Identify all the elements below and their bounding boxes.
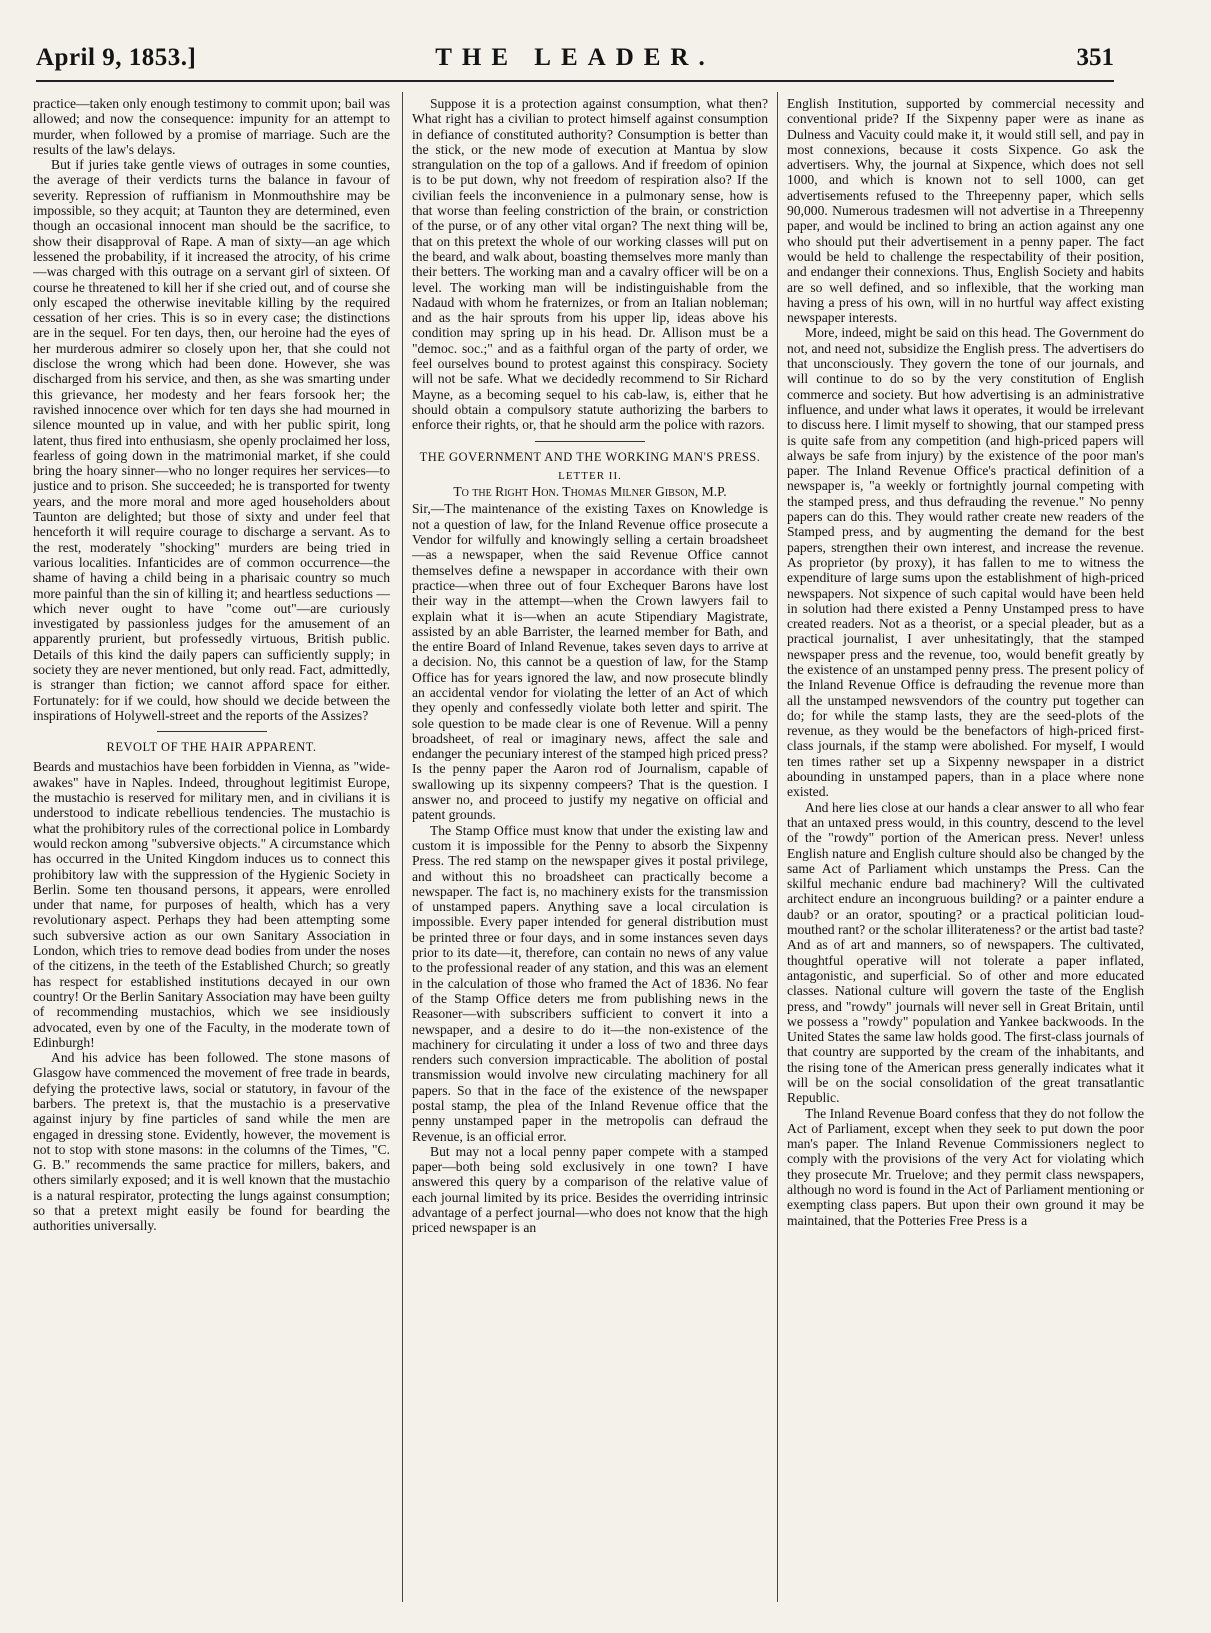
- column-2: [412, 96, 768, 1601]
- paragraph: Beards and mustachios have been forbidden in Vienna, as "wide-awakes" have in Naples. Indeed, throughout legitimist Europe, the mustachio is reserved for military men, and in civilians it is understood to indicate rebellious tendencies. The mustachio is what the prohibitory rules of the correctional police in Lombardy would reckon among "subversive objects." A circumstance which has occurred in the United Kingdom induces us to connect this prohibitory law with the suppression of the Hygienic Society in Berlin. Some ten thousand persons, it appears, were enrolled under that name, for purposes of health, which has a very revolutionary aspect. Perhaps they had been attempting some such subversive action as our own Sanitary Association in London, which tries to remove dead bodies from under the noses of the citizens, in the teeth of the Established Church; so greatly has respect for established institutions decayed in our own country! Or the Berlin Sanitary Association may have been guilty of recommending mustachios, which we see insidiously advocated, even by one of the Faculty, in the moderate town of Edinburgh!: [33, 759, 390, 1050]
- paragraph: But if juries take gentle views of outrages in some counties, the average of their verdicts turns the balance in favour of severity. Repression of ruffianism in Monmouthshire may be impossible, so they acquit; at Taunton they are determined, even though an occasional innocent man should be the sacrifice, to show their disapproval of Rape. A man of sixty—an age which lessened the probability, if it increased the atrocity, of his crime—was charged with this outrage on a servant girl of sixteen. Of course he threatened to kill her if she cried out, and of course she only escaped the otherwise inevitable killing by the required cessation of her cries. This is so in every case; the distinctions are in the sequel. For ten days, then, our heroine had the eyes of her murderous admirer so closely upon her, that she could not disclose the wrong which had been done. However, she was discharged from his service, and then, as she was smarting under this grievance, her modesty and her fears forsook her; the ravished innocence over which for ten days she had mourned in silence mounted up in value, and with her public spirit, long latent, thus fired into enthusiasm, she openly proclaimed her loss, fearless of going down in the matrimonial market, if she could bring the hoary sinner—who no longer requires her services—to justice and to prison. She succeeded; he is transported for twenty years, and the more moral and more aged householders about Taunton are delighted; but those of sixty and under feel that henceforth it will require courage to discharge a servant. As to the rest, moderately "shocking" murders are being tried in various localities. Infanticides are of common occurrence—the shame of having a child being in a pharisaic country so much more painful than the sin of killing it; and heartless seductions — which never ought to have "come out"—are curiously investigated by passionless judges for the amusement of an apparently prurient, but professedly virtuous, British public. Details of this kind the daily papers can sufficiently supply; in society they are never mentioned, but only read. Fact, admittedly, is stranger than fiction; we cannot afford space for either. Fortunately: for if we could, how should we decide between the inspirations of Holywell-street and the reports of the Assizes?: [33, 157, 390, 723]
- paragraph: More, indeed, might be said on this head. The Government do not, and need not, subsidize the English press. The advertisers do that unconsciously. They govern the tone of our journals, and will continue to do so by the very constitution of English commerce and society. But how advertising is an administrative influence, and under what laws it operates, it would be irrelevant to discuss here. I limit myself to showing, that our stamped press is quite safe from any competition (and high-priced papers will always be safe from injury) by the existence of the poor man's paper. The Inland Revenue Office's practical definition of a newspaper is, "a weekly or fortnightly journal competing with the stamped press, and thus defrauding the revenue." No penny papers can do this. They would rather create new readers of the Stamped press, and by augmenting the demand for the best papers, strengthen their own interest, and increase the revenue. As proprietor (by proxy), it has fallen to me to witness the expenditure of large sums upon the establishment of high-priced newspapers. Not sixpence of such capital would have been held in solution had there existed a Penny Unstamped press to have created readers. Not as a theorist, or a special pleader, but as a practical journalist, I aver unhesitatingly, that the stamped newspaper press and the revenue, too, would benefit greatly by the existence of an unstamped penny press. The present policy of the Inland Revenue Office is defrauding the revenue more than all the unstamped newsvendors of the country put together can do; for while the stamp lasts, they are the seed-plots of the revenue, as they would be the benefactors of high-priced first-class journals, if the stamp were abolished. For myself, I would ten times rather set up a Sixpenny newspaper in a district abounding in unstamped papers, than in a place where none existed.: [787, 325, 1144, 800]
- section-divider: [535, 441, 645, 442]
- newspaper-title: THE LEADER.: [435, 44, 715, 71]
- letter-address: To the Right Hon. Thomas Milner Gibson, M.P.: [453, 484, 727, 500]
- paragraph: practice—taken only enough testimony to commit upon; bail was allowed; and now the consequence: impunity for an attempt to murder, when followed by a promise of marriage. Such are the results of the law's delays.: [33, 96, 390, 157]
- masthead: [36, 42, 1114, 82]
- section-title: REVOLT OF THE HAIR APPARENT.: [106, 740, 317, 755]
- column-3: [787, 96, 1144, 1601]
- paragraph: The Stamp Office must know that under the existing law and custom it is impossible for the Penny to absorb the Sixpenny Press. The red stamp on the newspaper gives it postal privilege, and without this no broadsheet can practically become a newspaper. The fact is, no machinery exists for the transmission of unstamped papers. Anything save a local circulation is impossible. Every paper intended for general distribution must be printed three or four days, and in some instances seven days prior to its date—it, therefore, can contain no news of any value to the professional reader of any station, and this was an element in the calculation of those who framed the Act of 1836. No fear of the Stamp Office deters me from publishing news in the Reasoner—with subscribers sufficient to convert it into a newspaper, and a desire to do it—the non-existence of the machinery for circulating it under a loss of two and three days renders such conversion impracticable. The abolition of postal transmission would involve new circulating machinery for all papers. So that in the face of the existence of the newspaper postal stamp, the plea of the Inland Revenue office that the penny unstamped paper in the metropolis can defraud the Revenue, is an official error.: [412, 822, 768, 1144]
- issue-date: April 9, 1853.]: [36, 44, 197, 71]
- column-rule: [777, 92, 778, 1602]
- section-divider: [157, 731, 267, 732]
- column-1: [33, 96, 390, 1601]
- paragraph: The Inland Revenue Board confess that they do not follow the Act of Parliament, except when they seek to put down the poor man's paper. The Inland Revenue Commissioners neglect to comply with the provisions of the very Act for violating which they prosecute Mr. Truelove; and they permit class newspapers, although no word is found in the Act of Parliament mentioning or exempting class papers. But upon their own ground it may be maintained, that the Potteries Free Press is a: [787, 1105, 1144, 1228]
- section-title: THE GOVERNMENT AND THE WORKING MAN'S PRESS.: [419, 449, 761, 464]
- column-rule: [402, 92, 403, 1602]
- paragraph: Suppose it is a protection against consumption, what then? What right has a civilian to protect himself against consumption in defiance of constituted authority? Consumption is better than the stick, or the new mode of execution at Mantua by slow strangulation on the top of a gallows. And if freedom of opinion is to be put down, why not freedom of respiration also? If the civilian feels the inconvenience in a pulmonary sense, how is that worse than feeling constriction of the brain, or constriction of the purse, or of any other vital organ? The next thing will be, that on this pretext the whole of our working classes will put on the beard, and walk about, boasting themselves more manly than their betters. The working man and a cavalry officer will be on a level. The working man will be indistinguishable from the Nadaud with whom he fraternizes, or from an Italian nobleman; and as the hair sprouts from his upper lip, ideas above his condition may spring up in his head. Dr. Allison must be a "democ. soc.;" and as a faithful organ of the party of order, we feel ourselves bound to protest against this conspiracy. Society will not be safe. What we decidedly recommend to Sir Richard Mayne, as a becoming sequel to his cab-law, is, either that he should obtain a compulsory statute authorizing the barbers to enforce their rights, or, that he should arm the police with razors.: [412, 96, 768, 433]
- letter-number: LETTER II.: [558, 469, 622, 482]
- paragraph: And his advice has been followed. The stone masons of Glasgow have commenced the movement of free trade in beards, defying the protective laws, social or statutory, in favour of the barbers. The pretext is, that the mustachio is a preservative against injury by fine particles of sand while the men are engaged in dressing stone. Evidently, however, the movement is not to stop with stone masons: in the columns of the Times, "C. G. B." recommends the same practice for millers, bakers, and others similarly exposed; and it is well known that the mustachio is a natural respirator, protecting the lungs against consumption; so that a pretext might easily be found for bearding the authorities universally.: [33, 1050, 390, 1234]
- page-number: 351: [1076, 44, 1114, 71]
- paragraph: Sir,—The maintenance of the existing Taxes on Knowledge is not a question of law, for the Inland Revenue office prosecute a Vendor for wilfully and knowingly selling a certain broadsheet —as a newspaper, when the said Revenue Office cannot themselves define a newspaper in accordance with their own practice—when three out of four Exchequer Barons have lost their way in the attempt—when the Crown lawyers fail to explain what it is—when an acute Stipendiary Magistrate, assisted by an able Barrister, the learned member for Bath, and the entire Board of Inland Revenue, takes seven days to arrive at a decision. No, this cannot be a question of law, for the Stamp Office has for years ignored the law, and now prosecute blindly an accidental vendor for violating the letter of an Act of which they openly and confessedly violate both letter and spirit. The sole question to be made clear is one of Revenue. Will a penny broadsheet, of real or imaginary news, affect the sale and endanger the pecuniary interest of the stamped high priced press? Is the penny paper the Aaron rod of Journalism, capable of swallowing up its sixpenny compeers? That is the question. I answer no, and proceed to justify my negative on official and patent grounds.: [412, 501, 768, 823]
- paragraph: English Institution, supported by commercial necessity and conventional pride? If the Sixpenny paper were as inane as Dulness and Vacuity could make it, it would still sell, and pay in most connexions, because it costs Sixpence. Go ask the advertisers. Why, the journal at Sixpence, which does not sell 1000, and which is known not to sell 1000, can get advertisements refused to the Threepenny paper, which sells 90,000. Numerous tradesmen will not advertise in a Threepenny paper, and would be inclined to bring an action against any one who should put their advertisement in a penny paper. The fact would be held to challenge the respectability of their position, and endanger their connexions. Thus, English Society and habits are so well defined, and so inflexible, that the working man having a press of his own, will in no hurtful way affect existing newspaper interests.: [787, 96, 1144, 326]
- paragraph: And here lies close at our hands a clear answer to all who fear that an untaxed press would, in this country, descend to the level of the "rowdy" portion of the American press. Never! unless English nature and English culture should also be changed by the same Act of Parliament which unstamps the Press. Can the skilful mechanic endure bad machinery? Will the cultivated architect endure an incongruous building? or a painter endure a daub? or an orator, spouting? or a practical politician loud-mouthed rant? or the scholar illiterateness? or the artist bad taste? And as of art and manners, so of newspapers. The cultivated, thoughtful operative will not tolerate a paper inflated, antagonistic, and superficial. So of other and more educated classes. National culture will govern the taste of the English press, and "rowdy" journals will never sell in Great Britain, until we possess a "rowdy" population and Yankee backwoods. In the United States the same law holds good. The first-class journals of that country are supported by the cream of the inhabitants, and the rising tone of the American press generally indicates what it will be on the social consolidation of the great transatlantic Republic.: [787, 799, 1144, 1106]
- paragraph: But may not a local penny paper compete with a stamped paper—both being sold exclusively in one town? I have answered this query by a comparison of the relative value of each journal limited by its price. Besides the overriding intrinsic advantage of a perfect journal—who does not know that the high priced newspaper is an: [412, 1143, 768, 1236]
